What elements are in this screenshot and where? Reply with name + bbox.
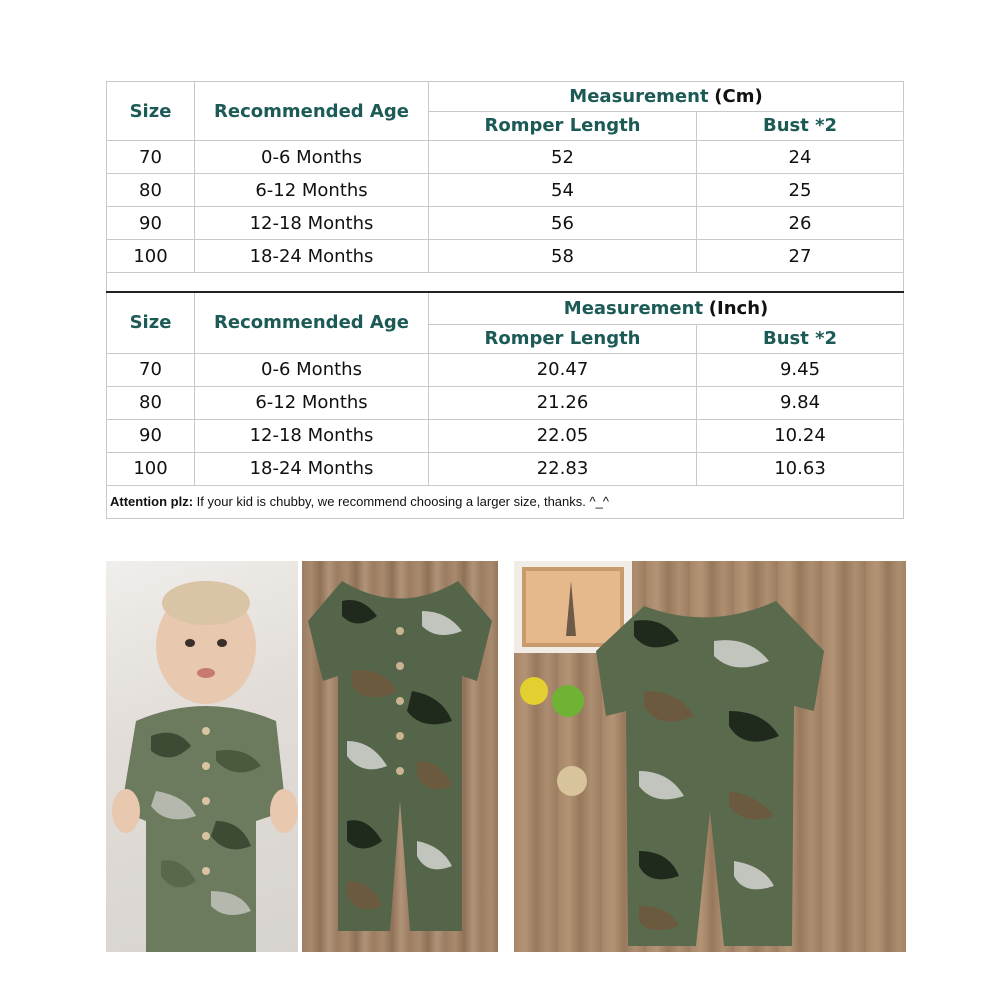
cell-age: 18-24 Months — [195, 452, 429, 485]
table-row — [107, 240, 904, 273]
measurement-unit: (Inch) — [708, 297, 769, 319]
cell-bust: 24 — [697, 141, 904, 174]
note-label: Attention plz: — [110, 494, 194, 509]
header-bust: Bust *2 — [697, 324, 904, 353]
header-recommended-age: Recommended Age — [195, 82, 429, 141]
header-measurement — [429, 82, 904, 112]
cell-size: 100 — [107, 452, 195, 485]
header-romper-length: Romper Length — [429, 111, 697, 141]
cell-age: 0-6 Months — [195, 141, 429, 174]
cell-size: 90 — [107, 419, 195, 452]
table-row — [107, 386, 904, 419]
header-size: Size — [107, 292, 195, 353]
cell-bust: 25 — [697, 174, 904, 207]
cell-length: 54 — [429, 174, 697, 207]
cell-length: 22.83 — [429, 452, 697, 485]
cell-age: 12-18 Months — [195, 419, 429, 452]
cell-length: 56 — [429, 207, 697, 240]
attention-note — [107, 485, 904, 518]
cell-length: 52 — [429, 141, 697, 174]
cell-bust: 10.24 — [697, 419, 904, 452]
table-row — [107, 141, 904, 174]
table-row — [107, 452, 904, 485]
cell-age: 6-12 Months — [195, 386, 429, 419]
table-row — [107, 419, 904, 452]
header-romper-length: Romper Length — [429, 324, 697, 353]
cell-length: 22.05 — [429, 419, 697, 452]
note-text: If your kid is chubby, we recommend choosing a larger size, thanks. ^_^ — [193, 494, 609, 509]
header-recommended-age: Recommended Age — [195, 292, 429, 353]
measurement-label: Measurement — [563, 297, 704, 319]
measurement-unit: (Cm) — [714, 85, 763, 107]
cell-size: 90 — [107, 207, 195, 240]
cell-bust: 26 — [697, 207, 904, 240]
cell-bust: 10.63 — [697, 452, 904, 485]
photo-baby-wearing-romper — [106, 561, 298, 952]
table-row — [107, 353, 904, 386]
cell-age: 18-24 Months — [195, 240, 429, 273]
header-size: Size — [107, 82, 195, 141]
cell-age: 0-6 Months — [195, 353, 429, 386]
cell-bust: 9.45 — [697, 353, 904, 386]
cell-age: 12-18 Months — [195, 207, 429, 240]
size-chart — [106, 81, 903, 519]
cell-bust: 27 — [697, 240, 904, 273]
cell-size: 80 — [107, 174, 195, 207]
cell-size: 80 — [107, 386, 195, 419]
table-row — [107, 207, 904, 240]
cell-size: 100 — [107, 240, 195, 273]
table-row — [107, 174, 904, 207]
measurement-label: Measurement — [569, 85, 709, 107]
photo-romper-styled — [514, 561, 906, 952]
cell-bust: 9.84 — [697, 386, 904, 419]
header-bust: Bust *2 — [697, 111, 904, 141]
table-divider — [107, 273, 904, 293]
header-measurement — [429, 292, 904, 324]
cell-size: 70 — [107, 353, 195, 386]
cell-size: 70 — [107, 141, 195, 174]
cell-length: 21.26 — [429, 386, 697, 419]
cell-length: 58 — [429, 240, 697, 273]
cell-length: 20.47 — [429, 353, 697, 386]
size-table-cm — [106, 81, 904, 519]
cell-age: 6-12 Months — [195, 174, 429, 207]
photo-romper-front — [302, 561, 498, 952]
